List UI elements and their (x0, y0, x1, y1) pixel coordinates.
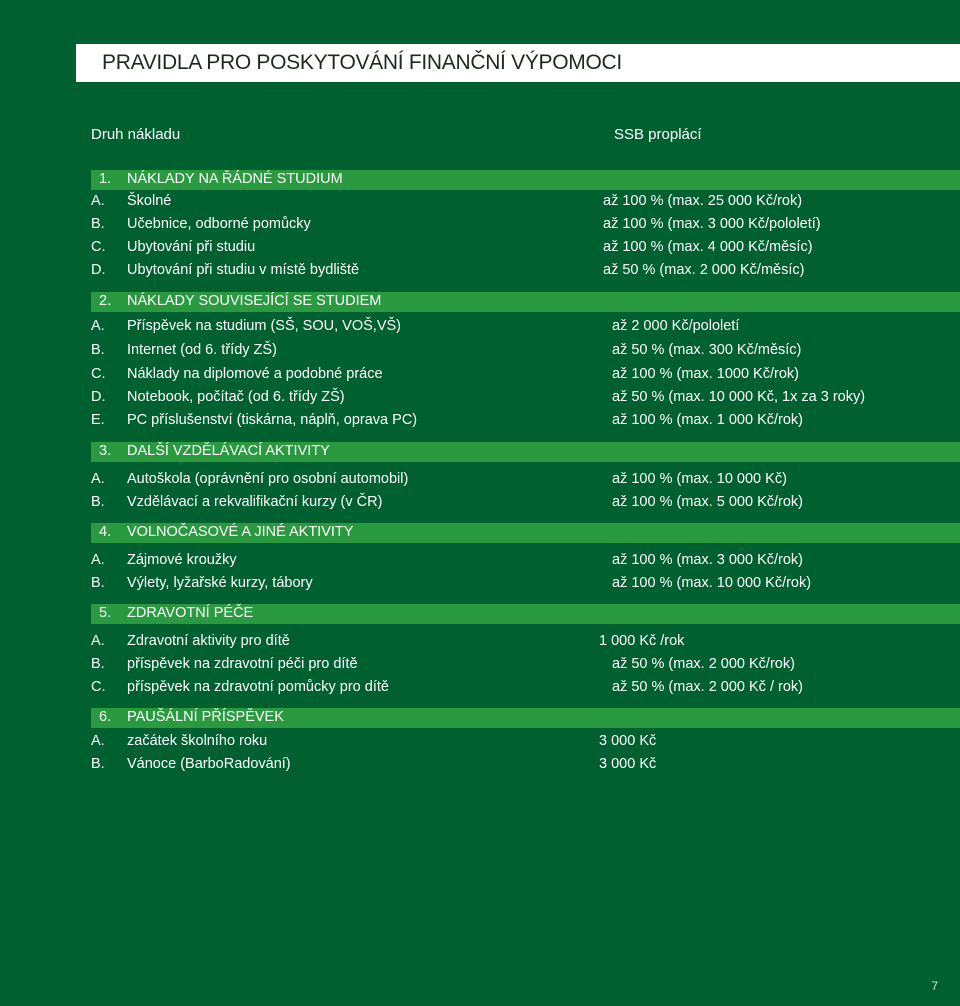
list-item (91, 492, 960, 515)
list-item (91, 573, 960, 596)
section-number: 2. (99, 293, 112, 309)
list-item (91, 316, 960, 339)
item-letter: B. (91, 756, 105, 772)
item-letter: A. (91, 471, 105, 487)
item-letter: B. (91, 494, 105, 510)
item-amount: až 100 % (max. 1 000 Kč/rok) (612, 412, 803, 428)
section-label: ZDRAVOTNÍ PÉČE (127, 605, 254, 621)
item-letter: E. (91, 412, 105, 428)
item-letter: C. (91, 239, 106, 255)
item-letter: C. (91, 366, 106, 382)
item-description: Notebook, počítač (od 6. třídy ZŠ) (127, 389, 345, 405)
item-amount: až 100 % (max. 3 000 Kč/rok) (612, 552, 803, 568)
item-amount: až 100 % (max. 4 000 Kč/měsíc) (603, 239, 813, 255)
section-number: 6. (99, 709, 112, 725)
page-number: 7 (931, 979, 938, 993)
item-letter: C. (91, 679, 106, 695)
item-letter: D. (91, 262, 106, 278)
list-item (91, 410, 960, 433)
item-letter: B. (91, 216, 105, 232)
column-header-cost-type: Druh nákladu (91, 126, 181, 143)
list-item (91, 550, 960, 573)
section-header-6 (91, 708, 960, 728)
item-description: Výlety, lyžařské kurzy, tábory (127, 575, 313, 591)
list-item (91, 469, 960, 492)
item-description: Náklady na diplomové a podobné práce (127, 366, 383, 382)
column-header-ssb-pays: SSB proplácí (614, 126, 702, 143)
item-letter: D. (91, 389, 106, 405)
item-amount: až 50 % (max. 10 000 Kč, 1x za 3 roky) (612, 389, 866, 405)
item-letter: B. (91, 575, 105, 591)
item-description: Ubytování při studiu v místě bydliště (127, 262, 360, 278)
item-amount: až 50 % (max. 2 000 Kč/měsíc) (603, 262, 805, 278)
section-header-1 (91, 170, 960, 190)
item-letter: A. (91, 733, 105, 749)
item-amount: až 100 % (max. 5 000 Kč/rok) (612, 494, 803, 510)
item-description: Autoškola (oprávnění pro osobní automobil) (127, 471, 409, 487)
item-description: příspěvek na zdravotní péči pro dítě (127, 656, 358, 672)
item-description: začátek školního roku (127, 733, 268, 749)
list-item (91, 677, 960, 700)
item-amount: 3 000 Kč (599, 733, 657, 749)
list-item (91, 387, 960, 410)
item-description: Školné (127, 193, 172, 209)
item-description: Ubytování při studiu (127, 239, 256, 255)
section-number: 5. (99, 605, 112, 621)
list-item (91, 631, 960, 654)
section-header-5 (91, 604, 960, 624)
item-letter: B. (91, 656, 105, 672)
section-label: NÁKLADY SOUVISEJÍCÍ SE STUDIEM (127, 293, 382, 309)
list-item (91, 260, 960, 283)
item-amount: až 50 % (max. 300 Kč/měsíc) (612, 342, 802, 358)
section-label: VOLNOČASOVÉ A JINÉ AKTIVITY (127, 524, 354, 540)
list-item (91, 237, 960, 260)
item-amount: až 100 % (max. 1000 Kč/rok) (612, 366, 799, 382)
item-description: příspěvek na zdravotní pomůcky pro dítě (127, 679, 389, 695)
list-item (91, 654, 960, 677)
item-letter: A. (91, 318, 105, 334)
page-title: PRAVIDLA PRO POSKYTOVÁNÍ FINANČNÍ VÝPOMOCI (102, 51, 622, 74)
item-letter: A. (91, 633, 105, 649)
list-item (91, 340, 960, 363)
item-letter: A. (91, 552, 105, 568)
item-amount: až 100 % (max. 10 000 Kč/rok) (612, 575, 812, 591)
section-header-2 (91, 292, 960, 312)
item-amount: až 100 % (max. 3 000 Kč/pololetí) (603, 216, 821, 232)
item-amount: 1 000 Kč /rok (599, 633, 685, 649)
item-description: Zdravotní aktivity pro dítě (127, 633, 290, 649)
list-item (91, 754, 960, 777)
list-item (91, 731, 960, 754)
item-description: Vánoce (BarboRadování) (127, 756, 291, 772)
item-description: Příspěvek na studium (SŠ, SOU, VOŠ,VŠ) (127, 318, 401, 334)
item-amount: 3 000 Kč (599, 756, 657, 772)
section-label: DALŠÍ VZDĚLÁVACÍ AKTIVITY (127, 443, 330, 459)
item-description: PC příslušenství (tiskárna, náplň, oprava PC) (127, 412, 418, 428)
item-description: Zájmové kroužky (127, 552, 237, 568)
section-label: NÁKLADY NA ŘÁDNÉ STUDIUM (127, 171, 343, 187)
item-description: Učebnice, odborné pomůcky (127, 216, 311, 232)
section-number: 1. (99, 171, 112, 187)
item-amount: až 2 000 Kč/pololetí (612, 318, 740, 334)
title-bar (76, 44, 960, 82)
item-description: Vzdělávací a rekvalifikační kurzy (v ČR) (127, 494, 383, 510)
item-amount: až 50 % (max. 2 000 Kč / rok) (612, 679, 803, 695)
list-item (91, 191, 960, 214)
section-header-3 (91, 442, 960, 462)
item-letter: B. (91, 342, 105, 358)
list-item (91, 214, 960, 237)
section-number: 4. (99, 524, 112, 540)
section-label: PAUŠÁLNÍ PŘÍSPĚVEK (127, 709, 284, 725)
section-header-4 (91, 523, 960, 543)
item-letter: A. (91, 193, 105, 209)
item-amount: až 50 % (max. 2 000 Kč/rok) (612, 656, 795, 672)
item-amount: až 100 % (max. 25 000 Kč/rok) (603, 193, 803, 209)
item-description: Internet (od 6. třídy ZŠ) (127, 342, 277, 358)
list-item (91, 364, 960, 387)
item-amount: až 100 % (max. 10 000 Kč) (612, 471, 787, 487)
section-number: 3. (99, 443, 112, 459)
